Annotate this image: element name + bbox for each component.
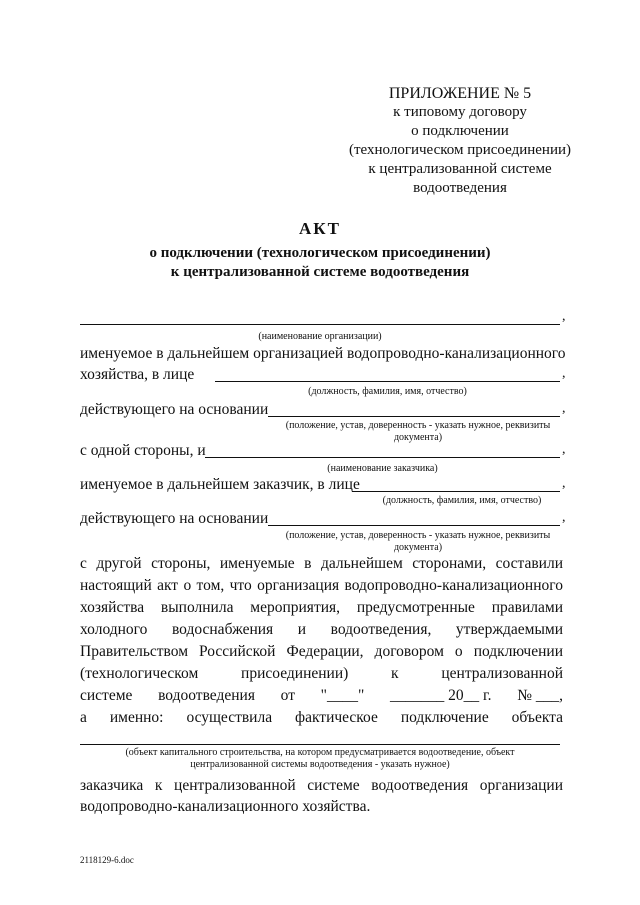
- para-line-7-b: водоотведения: [158, 687, 255, 704]
- para-line-5: [80, 641, 563, 662]
- comma: ,: [562, 442, 566, 457]
- para-line-7: [80, 685, 563, 706]
- para-line-8-text: а именно: осуществила фактическое подключение объекта: [80, 709, 563, 726]
- para-line-1: [80, 553, 563, 574]
- para-line-6-text: (технологическом присоединении) к централизованной: [80, 665, 563, 682]
- org-person-field[interactable]: [215, 381, 560, 382]
- object-field[interactable]: [80, 744, 560, 745]
- para-line-10: водопроводно-канализационного хозяйства.: [80, 798, 371, 815]
- comma: ,: [562, 510, 566, 525]
- annex-line-4: (технологическом присоединении): [349, 142, 571, 158]
- hint-basis-1-b: документа): [393, 432, 443, 443]
- para-line-6: [80, 663, 563, 684]
- hint-object-a: (объект капитального строительства, на котором предусматривается водоотведение, объект: [125, 747, 515, 758]
- para-line-9: [80, 775, 563, 796]
- annex-line-6: водоотведения: [413, 180, 507, 196]
- annex-line-5: к централизованной системе: [368, 161, 552, 177]
- para-line-5-text: Правительством Российской Федерации, договором о подключении: [80, 643, 563, 660]
- para-line-7-c: от: [280, 687, 295, 704]
- para-line-8: [80, 707, 563, 728]
- comma: ,: [562, 309, 566, 324]
- annex-line-2: к типовому договору: [393, 104, 527, 120]
- hint-basis-2-b: документа): [393, 542, 443, 553]
- text-referred-customer: именуемое в дальнейшем заказчик, в лице: [80, 476, 360, 493]
- text-one-side: с одной стороны, и: [80, 442, 206, 459]
- annex-line-3: о подключении: [411, 123, 509, 139]
- para-line-3-text: хозяйства выполнила мероприятия, предусмотренные правилами: [80, 599, 563, 616]
- hint-org-name: (наименование организации): [258, 331, 382, 342]
- hint-person-2: (должность, фамилия, имя, отчество): [382, 495, 542, 506]
- act-subtitle-line-1: о подключении (технологическом присоединении): [149, 245, 491, 261]
- hint-person-1: (должность, фамилия, имя, отчество): [308, 386, 467, 397]
- act-title: АКТ: [299, 219, 341, 238]
- hint-object: [80, 747, 560, 771]
- hint-basis-2-a: (положение, устав, доверенность - указать нужное, реквизиты: [285, 530, 551, 541]
- comma: ,: [562, 476, 566, 491]
- date-day-field[interactable]: "____": [320, 687, 365, 704]
- para-line-2: [80, 575, 563, 596]
- para-line-2-text: настоящий акт о том, что организация водопроводно-канализационного: [80, 577, 563, 594]
- customer-basis-field[interactable]: [268, 525, 560, 526]
- para-line-4-text: холодного водоснабжения и водоотведения, утверждаемыми: [80, 621, 563, 638]
- hint-customer-name: (наименование заказчика): [327, 463, 438, 474]
- text-acting-basis-1: действующего на основании: [80, 401, 269, 418]
- para-line-9-text: заказчика к централизованной системе водоотведения организации: [80, 777, 563, 794]
- text-acting-basis-2: действующего на основании: [80, 510, 269, 527]
- hint-object-b: централизованной системы водоотведения - указать нужное): [190, 759, 450, 770]
- comma: ,: [562, 401, 566, 416]
- org-basis-field[interactable]: [268, 416, 560, 417]
- contract-number-field[interactable]: № ___,: [517, 687, 563, 704]
- annex-number: ПРИЛОЖЕНИЕ № 5: [388, 85, 532, 102]
- customer-name-field[interactable]: [205, 457, 560, 458]
- act-subtitle-line-2: к централизованной системе водоотведения: [170, 264, 470, 280]
- annex-header: [320, 84, 600, 198]
- customer-person-field[interactable]: [352, 491, 560, 492]
- comma: ,: [562, 366, 566, 381]
- para-line-3: [80, 597, 563, 618]
- footer-doc-id: 2118129-6.doc: [80, 855, 134, 865]
- org-name-field[interactable]: [80, 324, 560, 325]
- hint-basis-1-a: (положение, устав, доверенность - указать нужное, реквизиты: [285, 420, 551, 431]
- para-line-7-a: системе: [80, 687, 133, 704]
- text-referred-org: именуемое в дальнейшем организацией водопроводно-канализационного: [80, 345, 566, 362]
- act-subtitle: [0, 244, 640, 282]
- para-line-1-text: с другой стороны, именуемые в дальнейшем сторонами, составили: [80, 555, 563, 572]
- hint-basis-2: [268, 530, 568, 554]
- text-economy-person: хозяйства, в лице: [80, 366, 195, 383]
- date-month-year-field[interactable]: _______ 20__ г.: [390, 687, 492, 704]
- para-line-4: [80, 619, 563, 640]
